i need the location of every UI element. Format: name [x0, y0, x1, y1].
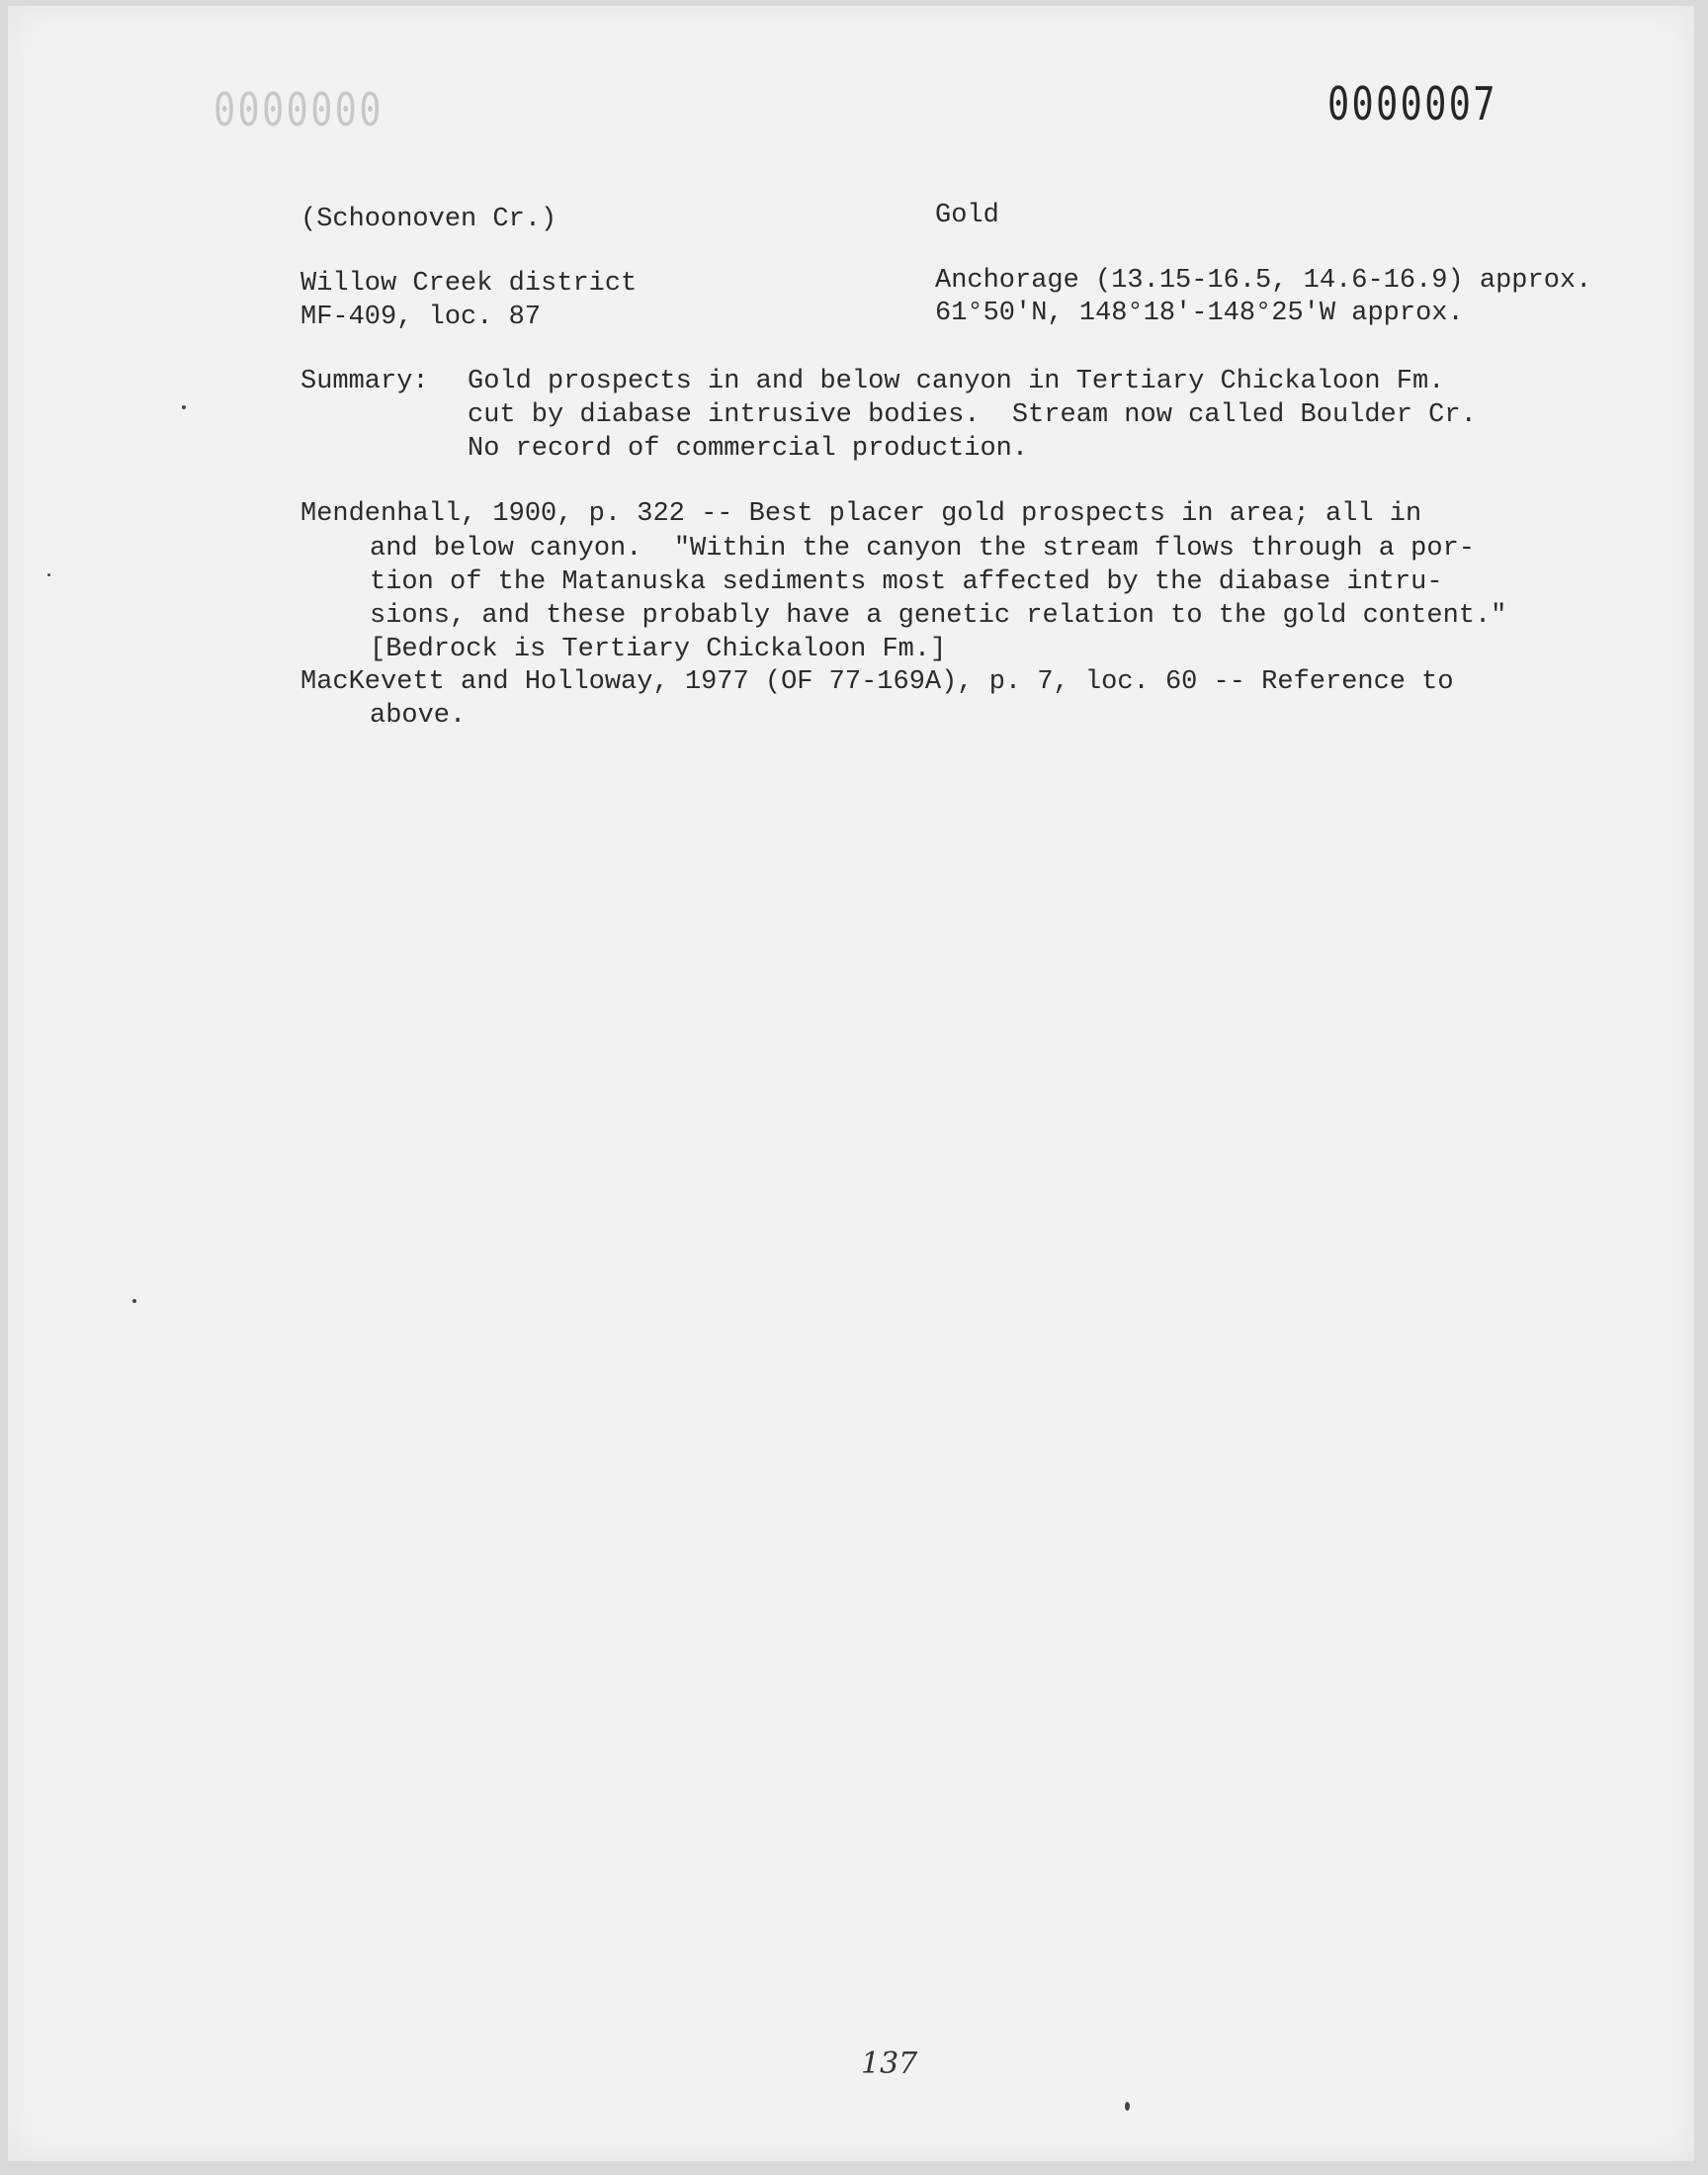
summary-line: Gold prospects in and below canyon in Tertiary Chickaloon Fm. — [468, 367, 1445, 396]
document-page — [8, 6, 1694, 2161]
reference-line: and below canyon. "Within the canyon the stream flows through a por- — [370, 534, 1475, 564]
reference-line: [Bedrock is Tertiary Chickaloon Fm.] — [370, 635, 947, 664]
reference-line: above. — [370, 701, 467, 731]
summary-line: No record of commercial production. — [468, 434, 1029, 464]
scan-speck — [132, 1299, 136, 1303]
map-reference: MF-409, loc. 87 — [300, 303, 542, 332]
commodity: Gold — [935, 201, 999, 230]
quadrangle-location: Anchorage (13.15-16.5, 14.6-16.9) approx. — [935, 266, 1592, 296]
coordinates: 61°50'N, 148°18'-148°25'W approx. — [935, 299, 1464, 328]
reference-line: MacKevett and Holloway, 1977 (OF 77-169A), p. 7, loc. 60 -- Reference to — [300, 667, 1454, 697]
summary-line: cut by diabase intrusive bodies. Stream now called Boulder Cr. — [468, 400, 1477, 430]
reference-line: sions, and these probably have a genetic relation to the gold content." — [370, 601, 1507, 631]
record-number-stamp: 0000007 — [1327, 77, 1497, 130]
scan-speck — [1125, 2102, 1130, 2111]
summary-label: Summary: — [300, 367, 429, 396]
reference-line: Mendenhall, 1900, p. 322 -- Best placer gold prospects in area; all in — [300, 499, 1422, 529]
page-number: 137 — [861, 2046, 918, 2081]
reference-line: tion of the Matanuska sediments most affected by the diabase intru- — [370, 567, 1443, 597]
district: Willow Creek district — [300, 269, 638, 299]
faint-record-stamp: 0000000 — [214, 83, 384, 136]
occurrence-name: (Schoonoven Cr.) — [300, 205, 557, 234]
scan-speck — [182, 405, 186, 409]
scan-speck — [47, 573, 50, 576]
